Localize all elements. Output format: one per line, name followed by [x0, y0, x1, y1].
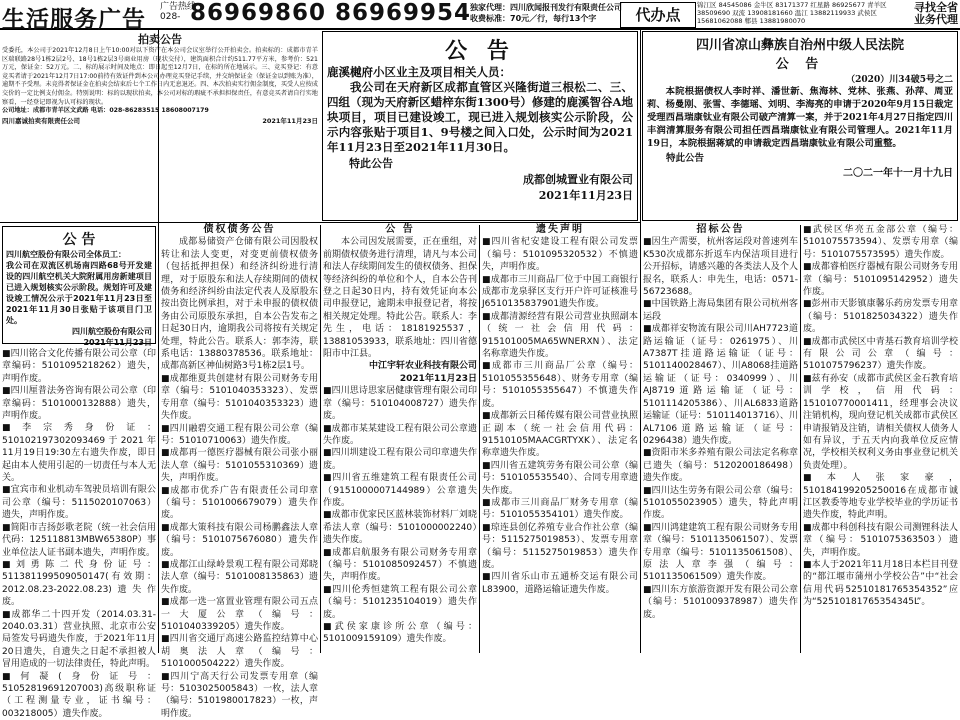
classified-ad: ■兹有孙安（成都市武侯区金石教育培训学校，信用代码：151010770001411，经理事会决议注销机构，现向登记机关成都市武侯区申请报销及注销，请相关债权人债务人如有异议，于五天内向我单位反应情况，学校相关权利义务由事业登记机关负责处理）。	[803, 373, 958, 471]
classified-ad: ■四川铭合文化传播有限公司公章（印章编码：5101095218262）遗失，声明作废。	[2, 349, 156, 384]
public-notice-body: 本公司因发展需要，正在重组，对前期债权债务进行清理，请凡与本公司和法人存续期间发生的债权债务、担保等经济纠纷的单位和个人，自本公告刊登之日起30日内，持有效凭证向本公司申报登记，逾期未申报登记者，将按相关规定处理。特此公告。联系人：李先生，电话：18181925537，13881053933，联系地址：四川省德阳市中江县。	[323, 237, 477, 360]
ads-list	[643, 236, 798, 621]
classified-ad: ■中国铁路上海局集团有限公司杭州客运段	[643, 299, 798, 322]
classified-ad: ■因生产需要，杭州客运段对普速列车K530次成都东折返车内保洁项目进行公开招标，请感兴趣的各类法人及个人报名，联系人：申先生，电话：0571-56723688。	[643, 237, 798, 298]
classified-ad: ■宜宾市和业机动车驾驶员培训有限公司公章（编号：5115020107063）遗失，声明作废。	[2, 485, 156, 521]
classified-ad: ■成都维夏共创建材有限公司财务专用章（编号：5101040353323）、发票专用章（编号：5101040353323）遗失作废。	[161, 373, 318, 422]
ads-list	[161, 373, 318, 720]
agency-list: 锦江区 84545086 金牛区 83171377 红星路 86925677 青羊区 38509690 双流 13908181660 温江 13882119933 武侯区 15681062088 郫县 13881980070	[697, 1, 887, 25]
ads-list	[2, 348, 156, 720]
main-notice-body: 我公司在天府新区成都直管区兴隆街道三根松二、三、四组（现为天府新区蜡梓东街1300号）修建的鹿溪智谷A地块项目，项目已建设竣工，现已进入规划核实公示阶段，公示内容张贴于项目1、9号楼之间入口处，公示时间为2021年11月23日至2021年11月30日。	[327, 80, 633, 154]
public-notice-title: 公 告	[385, 224, 415, 235]
column-divider	[479, 225, 480, 653]
masthead	[0, 0, 960, 33]
classified-ad: ■四川思诗思家居健康管理有限公司印章（编号：510104008727）遗失作废。	[323, 386, 477, 422]
classified-ad: ■成都市某某建设工程有限公司公章遗失作废。	[323, 423, 477, 446]
main-notice-date: 2021年11月23日	[538, 189, 633, 202]
classified-ad: ■成都市优家民区蓝林装饰材料厂刘晓希法人章（编号：5101000002240）遗失作废。	[323, 510, 477, 546]
ads-column-3	[323, 224, 477, 652]
airport-lead: 四川航空股份有限公司全体员工：	[6, 250, 126, 259]
classified-ad: ■成都中科创科技有限公司测锂科法人章（编号：5101075363503）遗失，声明作废。	[803, 522, 958, 558]
ads-list	[323, 385, 477, 646]
court-notice	[642, 31, 958, 221]
court-special: 特此公告	[666, 153, 705, 164]
auction-contact: 公司地址：成都市青羊区文武路 电话：028-86283515 18608007179	[2, 107, 209, 115]
classified-ad: ■四川鸿建建筑工程有限公司财务专用章（编号：5101135061507）、发票专用章（编号：5101135061508）、原法人章李强（编号：5101135061509）遗失作废。	[643, 522, 798, 583]
classified-ad: ■成都市三川商品厂财务专用章（编号：5101055354101）遗失作废。	[482, 497, 638, 521]
classified-ad: ■四川东方旅游资源开发有限公司公章（编号：5101009378987）遗失作废。	[643, 584, 798, 620]
classified-ad: ■成都新云日稀传媒有限公司营业执照正副本（统一社会信用代码：91510105MAACGRTYXK）、法定名称章遗失作废。	[482, 411, 638, 459]
classified-ad: ■本人于2021年11月18日本栏目刊登的“都江堰市蒲州小学校公告”中“社会信用代码52510181765354352”应为“52510181765354345L”。	[803, 559, 958, 608]
classified-ad: ■成都大策科技有限公司杨鹏鑫法人章（编号：5101075676080）遗失作废。	[161, 522, 318, 558]
classified-ad: ■武侯区华亮五金部公章（编号：5101075573594）、发票专用章（编号：5101075573595）遗失作废。	[803, 225, 958, 260]
classified-ad: ■四川省交通厅高速公路监控结算中心胡奥法人章（编号：5101000504222）遗失作废。	[161, 634, 318, 670]
auction-notice	[2, 31, 318, 221]
classified-ad: ■成都祥安物流有限公司川AH7723道路运输证（证号：0261975）、川A7387T挂道路运输证（证号：5101140028467）、川A8068挂道路运输证（证号：0340999）、川AJ8719道路运输证（证号：5101114205386）、川AL6833道路运输证（证号：510114013716）、川AL7106道路运输证（证号：0296438）遗失作废。	[643, 324, 798, 446]
debt-title: 债权债务公告	[203, 224, 276, 235]
main-notice-company: 成都创城置业有限公司	[523, 173, 633, 186]
phone-label: 广告热线 028-	[160, 2, 197, 22]
classified-ad: ■彭州市天影镇康馨乐药房发票专用章（编号：5101825034322）遗失作废。	[803, 299, 958, 335]
auction-date: 2021年11月23日	[262, 116, 318, 125]
classified-ad: ■四川省杞安建设工程有限公司发票（编号：5101095320532）不慎遗失，声明作废。	[482, 237, 638, 273]
ads-list	[482, 236, 638, 596]
classified-ad: ■四川宁高天行公司发票专用章（编号：5103025005843）一枚，法人章（编号：5101980017823）一枚，声明作废。	[161, 671, 318, 719]
airport-title: 公 告	[62, 232, 96, 248]
ads-column-1	[2, 348, 156, 719]
court-case-number: （2020）川34破5号之二	[846, 75, 953, 85]
ads-column-4	[482, 224, 638, 652]
court-body: 本院根据债权人李时祥、潘世新、焦海林、党林、张燕、孙萍、周亚莉、杨曼刚、张雪、李德瑶、刘明、李海亮的申请于2020年9月15日裁定受理西昌瑞康钛业有限公司破产清算一案，并于2021年4月27日指定四川丰润清算服务有限公司担任西昌瑞康钛业有限公司管理人。2021年11月19日，本院根据蒋斌的申请裁定西昌瑞康钛业有限公司重整。	[647, 86, 953, 149]
classified-ad: ■四川厘普法务咨询有限公司公章（印章编码：5101000132888）遗失，声明作废。	[2, 386, 156, 422]
ads-column-5	[643, 224, 798, 652]
ads-column-6	[803, 224, 958, 652]
classified-ad: ■成都市三川商品厂位于中国工商银行成都市龙泉驿区支行开户许可证核准号J6510135837901遗失作废。	[482, 274, 638, 310]
auction-body: 受委托，本公司于2021年12月8日上午10:00对以下资产在本公司会议室举行公开拍卖会。拍卖标的：成都市青羊区瑞联路28号1栋2层2号、18号1栋2层3号商业用房（现状交付），建筑面积合计约511.77平方米，参考价：521万元，保证金：52万元。二、标的展示时间及地点：即日起至12月7日，在标的所在地展示。三、竞买登记：有意竞买者请于2021年12月7日17:00前持有效证件到本公司办理竞买登记手续，并交纳保证金（保证金以到账为准），逾期不予受理。未竞得者保证金在拍卖会结束后七个工作日内无息退还。四、本次拍卖实行佣金制度，买受人应按成交价的一定比例支付佣金。特别说明：标的以现状拍卖，本公司对标的瑕疵不承担担保责任，有意竞买者请自行实地察看，一经登记即视为认可标的现状。	[2, 47, 318, 106]
main-notice-lead: 鹿溪樾府小区业主及项目相关人员：	[327, 65, 511, 79]
column-divider	[800, 225, 801, 653]
court-subtitle: 公 告	[775, 57, 825, 72]
airport-body: 我公司在双流区机场南四路68号开发建设的四川航空机关大院附属用房新建项目已进入规划核实公示阶段。规划许可及建设竣工情况公示于2021年11月23日至2021年11月30日张贴于该项目门卫处。	[6, 261, 152, 325]
lost-title: 遗失声明	[536, 224, 584, 235]
classified-ad: ■四川达生劳务有限公司公章（编号：5101055023905）遗失，特此声明作废。	[643, 485, 798, 521]
recruit-title: 招标公告	[696, 224, 745, 235]
classified-ad: ■成都再一德医疗器械有限公司张小丽法人章（编号：5101055310369）遗失，声明作废。	[161, 448, 318, 484]
classified-ad: ■成都华二十四开发（2014.03.31-2040.03.31）营业执照、北京市公安局签发号码遗失作废，于2021年11月20日遗失，自遗失之日起不承担被人冒用造成的一切法律责任，特此声明。	[2, 609, 156, 670]
classified-ad: ■成都一选一富置业管理有限公司五点一大厦公章（编号：5101040339205）遗失作废。	[161, 597, 318, 632]
classified-ad: ■成都市武侯区中青基石教育培训学校有限公司公章（编号：5101075796237）遗失作废。	[803, 336, 958, 372]
classified-ad: ■四川省五建筑劳务有限公司公章（编号：510105535540）、合同专用章遗失作废。	[482, 460, 638, 496]
classified-ad: ■四川省五维建筑工程有限责任公司（9151000007144989）公章遗失作废。	[323, 473, 477, 508]
classified-ad: ■成都市三川商品厂公章（编号：5101055355648）、财务专用章（编号：5101055355647）不慎遗失作废。	[482, 361, 638, 409]
airport-notice	[2, 226, 156, 347]
classified-ad: ■成都睿柏医疗器械有限公司财务专用章（编号：5101095142952）遗失作废。	[803, 262, 958, 298]
pricing-info: 独家代理：四川欣闻报刊发行有限责任公司 收费标准：70元／行，每行13个字	[470, 3, 622, 23]
classified-ad: ■四川省乐山市五通桥交运有限公司L83900，道路运输证遗失作废。	[482, 572, 638, 595]
debt-body: 成都易储资产仓储有限公司因股权转让和法人变更，对变更前债权债务（包括抵押担保）和经济纠纷进行清理，对于原股东和法人存续期间的债权债务和经济纠纷由法定代表人及原股东按出资比例承担，对于未申报的债权债务由公司原股东承担，自本公告发布之日起30日内，逾期我公司将按有关规定处理，特此公告。联系人：郭李涛，联系电话：13880378536。联系地址：成都高新区神仙树路3号1栋2层1号。	[161, 237, 318, 372]
court-title: 四川省凉山彝族自治州中级人民法院	[695, 38, 904, 53]
classified-ad: ■四川伦秀恒建筑工程有限公司公章（编号：5101235104019）遗失作废。	[323, 584, 477, 620]
classified-ad: ■四川融碧交通工程有限公司公章（编号：51010710063）遗失作废。	[161, 423, 318, 446]
auction-company: 四川嘉诚拍卖有限责任公司	[2, 116, 80, 125]
auction-title: 拍卖公告	[138, 33, 182, 46]
classified-ad: ■成都市优乔广告有限责任公司印章（编号：5101006679079）遗失作废。	[161, 485, 318, 521]
ads-list	[803, 224, 958, 609]
classified-ad: ■武侯家康诊所公章（编号：5101009159109）遗失作废。	[323, 622, 477, 645]
airport-company: 四川航空股份有限公司	[72, 327, 152, 336]
classified-ad: ■琼连县创亿养殖专业合作社公章（编号：5115275019853）、发票专用章（编号：5115275019853）遗失作废。	[482, 522, 638, 570]
classified-ad: ■资阳市米多养殖有限公司法定名称章已遗失（编号：5120200186498）遗失作废。	[643, 448, 798, 484]
court-date: 二〇二一年十一月十九日	[843, 168, 953, 179]
main-notice	[322, 31, 638, 221]
section-divider	[0, 222, 640, 223]
public-notice-company: 中江宇轩农业科技有限公司	[368, 361, 477, 372]
masthead-title: 生活服务广告	[2, 6, 146, 33]
classified-ad: ■刘勇陈二代身份证号：511381199509050147(有效期：2012.08.23-2022.08.23)遗失作废。	[2, 559, 156, 608]
classified-ad: ■何凝(身份证号：51052819691207003)高级职称证（工程测量专业，证书编号：003218005）遗失作废。	[2, 671, 156, 719]
classified-ad: ■李宗秀身份证：510102197302093469于2021年11月19日19:30左右遗失作废，即日起由本人使用引起的一切责任与本人无关。	[2, 423, 156, 484]
airport-date: 2021年11月23日	[83, 338, 152, 347]
classified-ad: ■成都清源经营有限公司营业执照副本（统一社会信用代码：915101005MA65WNERXN）、法定名称章遗失作废。	[482, 311, 638, 360]
main-notice-special: 特此公告	[349, 157, 393, 170]
agent-recruit: 寻找全省 业务代理	[914, 1, 958, 26]
classified-ad: ■成都江山绿岭景观工程有限公司郑晓法人章（编号：5101008135863）遗失作废。	[161, 559, 318, 595]
hotline-numbers: 86969860 86969954	[190, 0, 472, 26]
column-divider	[320, 225, 321, 653]
ads-column-2	[161, 224, 318, 719]
classified-ad: ■成都启航服务有限公司财务专用章（编号：5101085092457）不慎遗失，声明作废。	[323, 547, 477, 583]
agency-label: 代办点	[620, 2, 696, 28]
public-notice-date: 2021年11月23日	[399, 373, 477, 384]
main-notice-title: 公 告	[445, 38, 515, 64]
column-divider	[640, 30, 641, 653]
classified-ad: ■四川圳建设工程有限公司印章遗失作废。	[323, 448, 477, 471]
classified-ad: ■本人张家豪，510184199205250016在成都市诚江区教委等地专业学校毕业的学历证书遗失作废，特此声明。	[803, 473, 958, 521]
classified-ad: ■简阳市吉扬彭歌老院（统一社会信用代码：125118813MBW65380P）事业单位法人证书副本遗失，声明作废。	[2, 522, 156, 558]
